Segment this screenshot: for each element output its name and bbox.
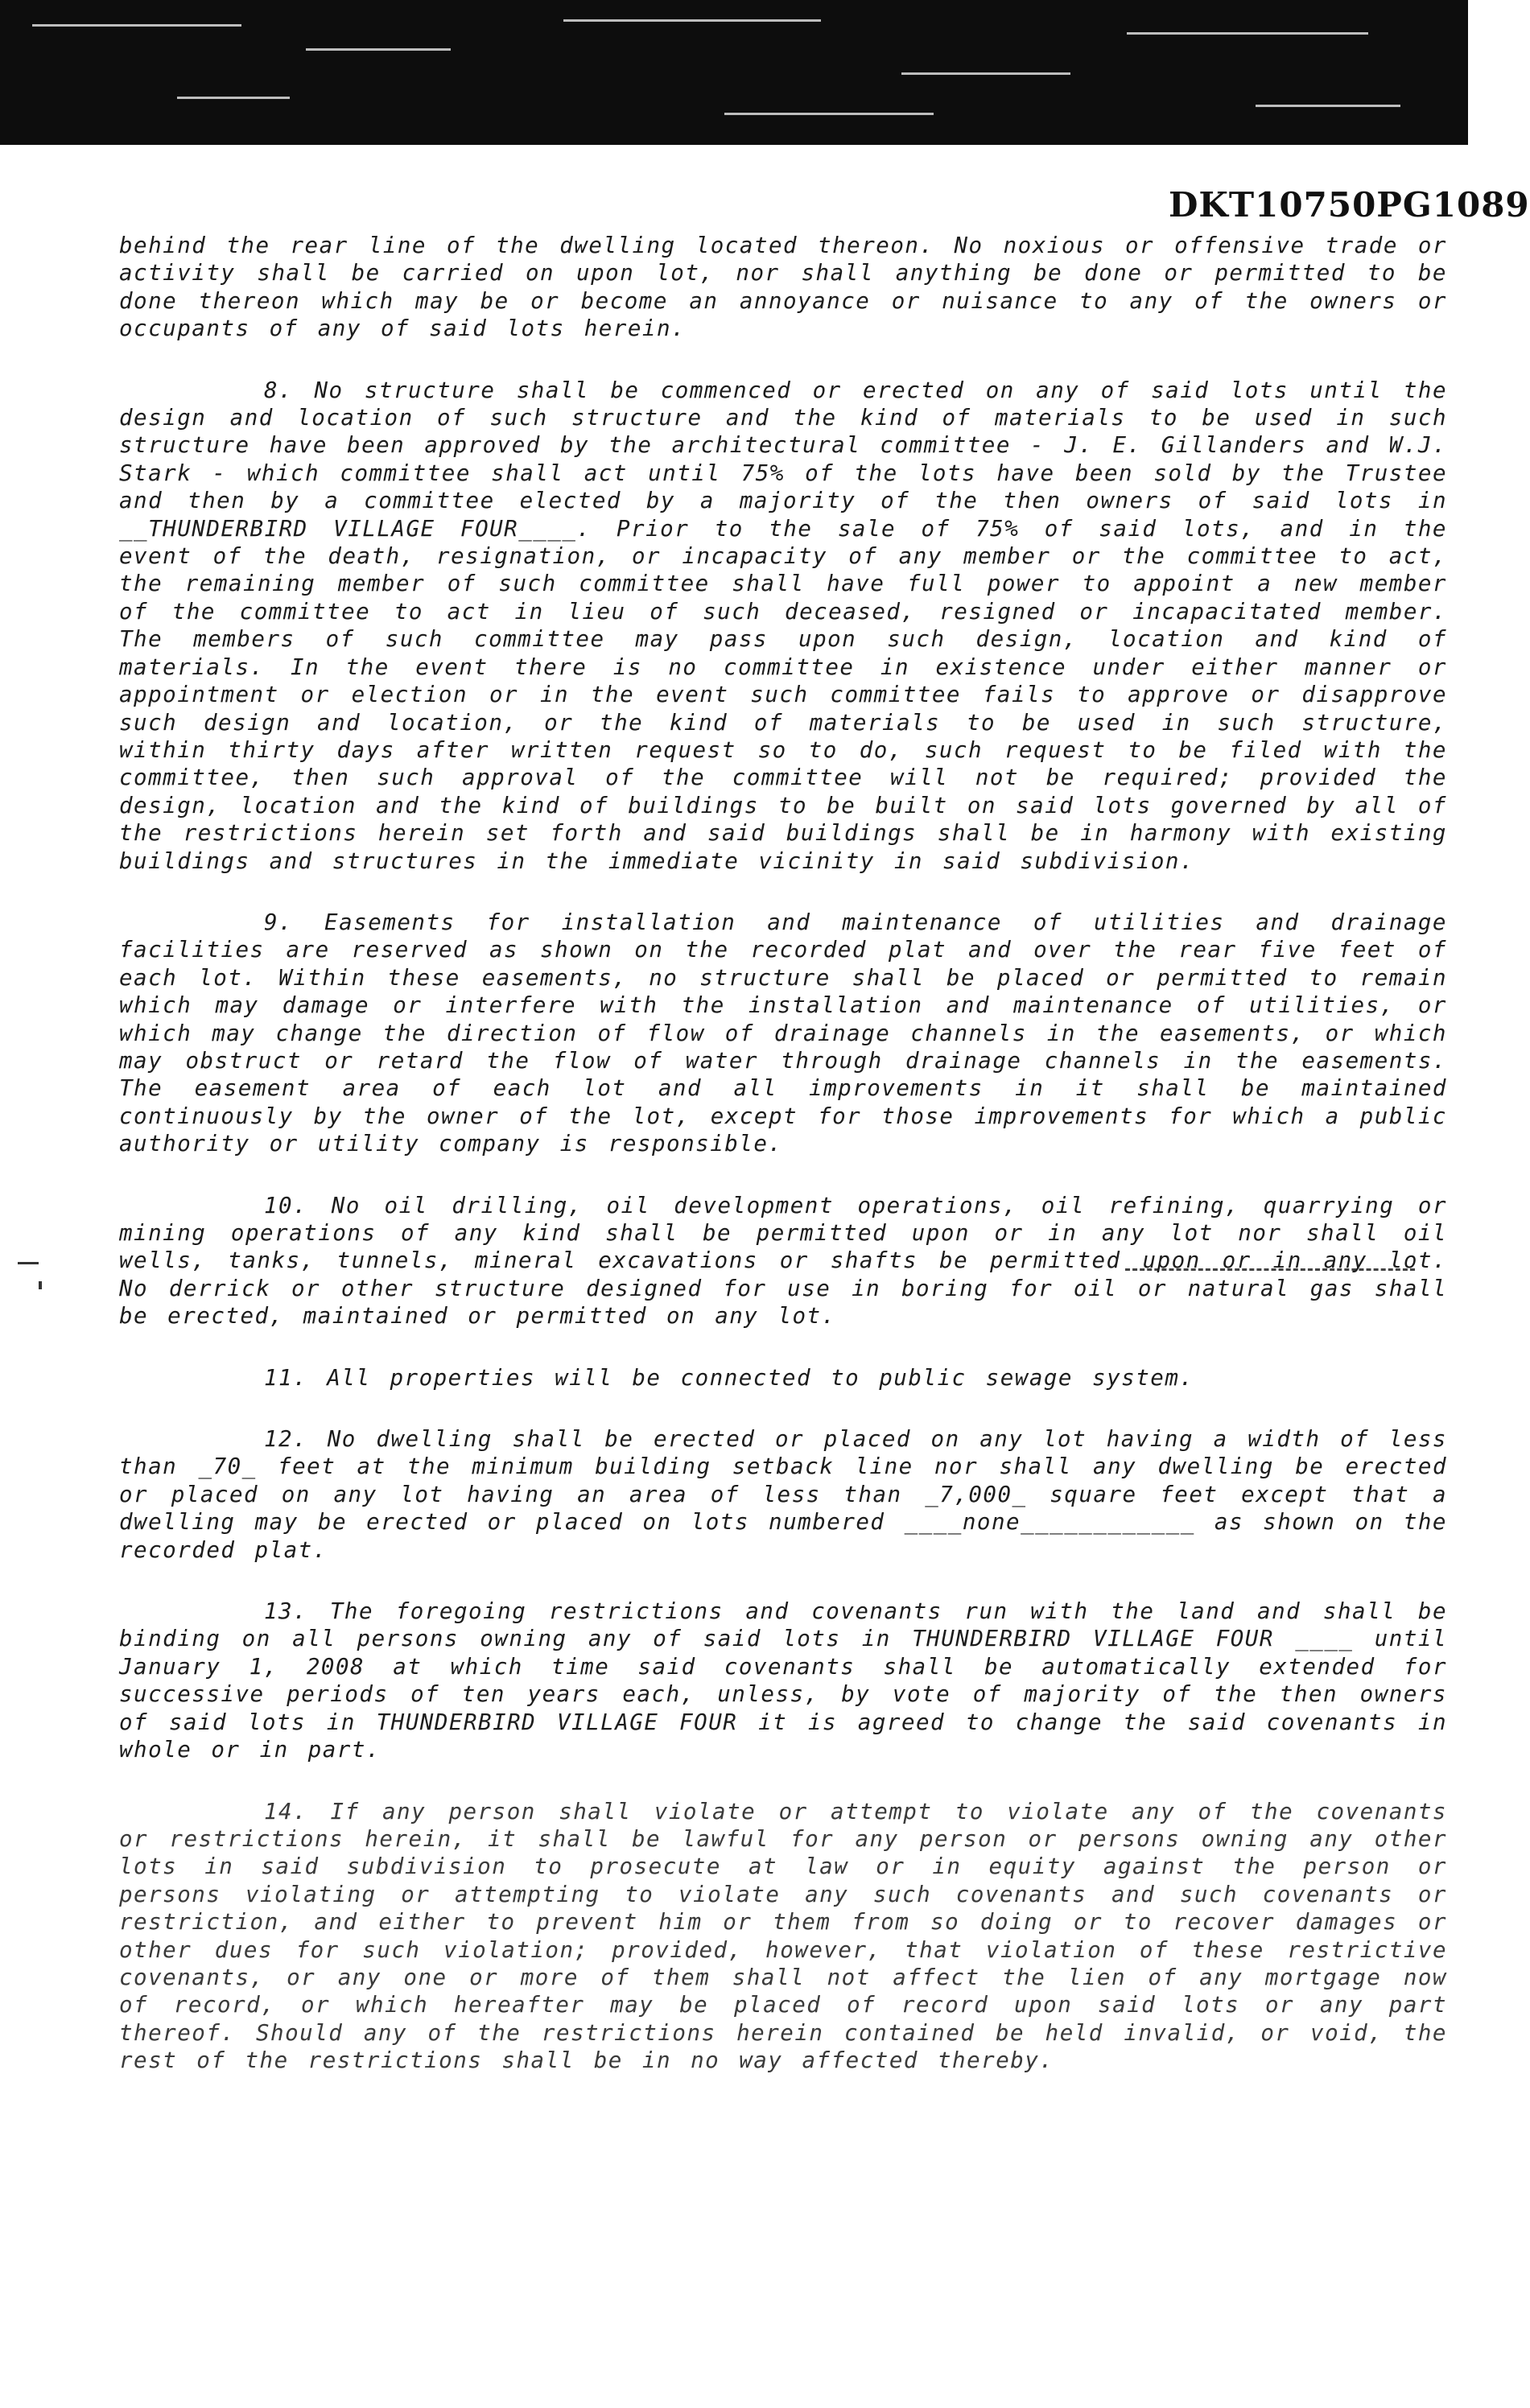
paragraph-7-continued: behind the rear line of the dwelling located thereon. No noxious or offensive trade or activity shall be carried on upon lot, nor shall anything be done or permitted to be done thereon which may be or become an annoyance or nuisance to any of the owners or occupants of any of said lots herein. xyxy=(119,233,1447,342)
paragraph-14: 14. If any person shall violate or attempt to violate any of the covenants or restrictions herein, it shall be lawful for any person or persons owning any other lots in said subdivision to prosecute at law or in equity against the person or persons violating or attempting to violate any such covenants and such covenants or restriction, and either to prevent him or them from so doing or to recover damages or other dues for such violation; provided, however, that violation of these restrictive covenants, or any one or more of them shall not affect the lien of any mortgage now of record, or which hereafter may be placed of record upon said lots or any part thereof. Should any of the restrictions herein contained be held invalid, or void, the rest of the restrictions shall be in no way affected thereby. xyxy=(119,1798,1447,2074)
paragraph-12: 12. No dwelling shall be erected or placed on any lot having a width of less than _70_ feet at the minimum building setback line nor shall any dwelling be erected or placed on any lot having an area of less than _7,000_ square feet except that a dwelling may be erected or placed on lots numbered ____none____________ as shown on the recorded plat. xyxy=(119,1426,1447,1563)
document-page xyxy=(0,145,1530,2408)
margin-mark xyxy=(18,1262,39,1264)
scan-border-band xyxy=(0,0,1468,145)
paragraph-11: 11. All properties will be connected to public sewage system. xyxy=(264,1364,1194,1391)
paragraph-9: 9. Easements for installation and maintenance of utilities and drainage facilities are reserved as shown on the recorded plat and over the rear five feet of each lot. Within these easements, no structure shall be placed or permitted to remain which may damage or interfere with the installation and maintenance of utilities, or which may change the direction of flow of drainage channels in the easements, or which may obstruct or retard the flow of water through drainage channels in the easements. The easement area of each lot and all improvements in it shall be maintained continuously by the owner of the lot, except for those improvements for which a public authority or utility company is responsible. xyxy=(119,909,1447,1157)
document-body xyxy=(119,232,1447,2109)
paragraph-10: 10. No oil drilling, oil development operations, oil refining, quarrying or mining operations of any kind shall be permitted upon or in any lot nor shall oil wells, tanks, tunnels, mineral excavations or shafts be permitted upon or in any lot. No derrick or other structure designed for use in boring for oil or natural gas shall be erected, maintained or permitted on any lot. xyxy=(119,1192,1447,1330)
paragraph-8: 8. No structure shall be commenced or erected on any of said lots until the design and location of such structure and the kind of materials to be used in such structure have been approved by the architectural committee - J. E. Gillanders and W.J. Stark - which committee shall act until 75% of the lots have been sold by the Trustee and then by a committee elected by a majority of the then owners of said lots in __THUNDERBIRD VILLAGE FOUR____. Prior to the sale of 75% of said lots, and in the event of the death, resignation, or incapacity of any member or the committee to act, the remaining member of such committee shall have full power to appoint a new member of the committee to act in lieu of such deceased, resigned or incapacitated member. The members of such committee may pass upon such design, location and kind of materials. In the event there is no committee in existence under either manner or appointment or election or in the event such committee fails to approve or disapprove such design and location, or the kind of materials to be used in such structure, within thirty days after written request so to do, such request to be filed with the committee, then such approval of the committee will not be required; provided the design, location and the kind of buildings to be built on said lots governed by all of the restrictions herein set forth and said buildings shall be in harmony with existing buildings and structures in the immediate vicinity in said subdivision. xyxy=(119,377,1447,874)
margin-tick xyxy=(39,1281,42,1289)
paragraph-13: 13. The foregoing restrictions and covenants run with the land and shall be binding on all persons owning any of said lots in THUNDERBIRD VILLAGE FOUR ____ until January 1, 2008 at which time said covenants shall be automatically extended for successive periods of ten years each, unless, by vote of majority of the then owners of said lots in THUNDERBIRD VILLAGE FOUR it is agreed to change the said covenants in whole or in part. xyxy=(119,1598,1447,1763)
docket-reference-number: DKT10750PG1089 xyxy=(1169,185,1530,225)
